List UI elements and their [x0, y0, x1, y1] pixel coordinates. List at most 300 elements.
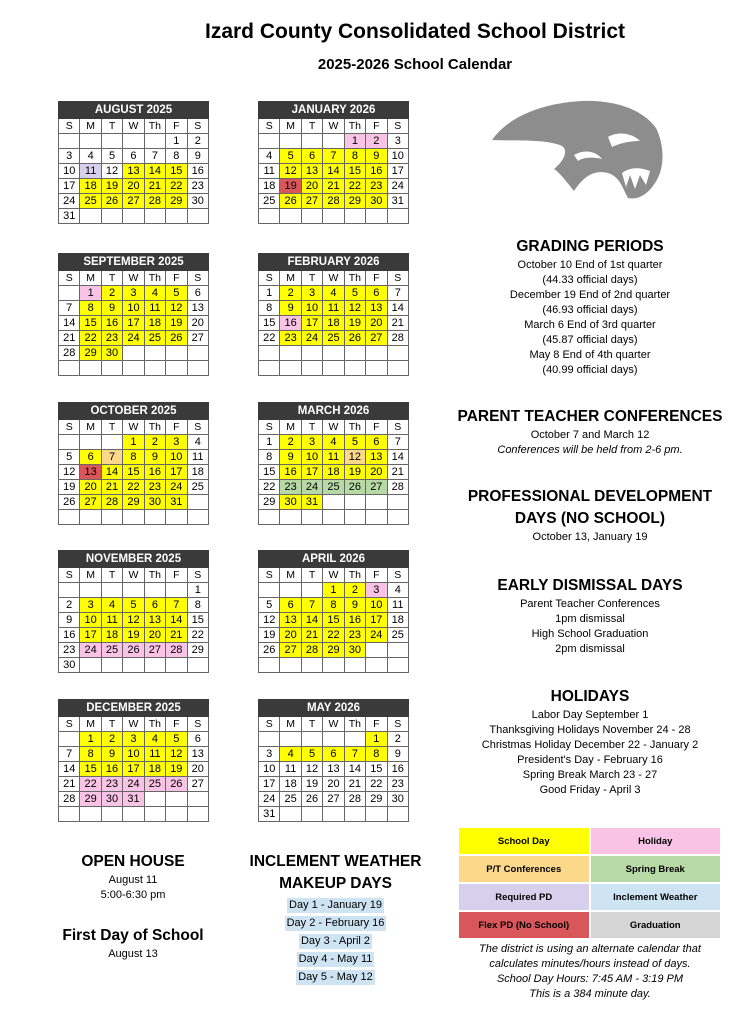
legend-spring-break: Spring Break — [590, 855, 722, 883]
day-cell: 19 — [301, 777, 322, 792]
weekday-header: T — [301, 271, 322, 286]
day-cell: 12 — [259, 613, 280, 628]
day-cell: 7 — [166, 598, 187, 613]
makeup-days — [238, 851, 433, 985]
day-cell — [301, 209, 322, 224]
weekday-header: W — [323, 420, 344, 435]
month-calendar — [58, 253, 209, 376]
weekday-header: T — [101, 717, 122, 732]
day-cell: 31 — [301, 495, 322, 510]
weekday-header: S — [259, 717, 280, 732]
weekday-header: S — [59, 717, 80, 732]
day-cell — [259, 510, 280, 525]
day-cell: 30 — [187, 194, 208, 209]
day-cell: 9 — [101, 301, 122, 316]
day-cell — [259, 732, 280, 747]
day-cell: 26 — [344, 480, 365, 495]
day-cell: 9 — [366, 149, 387, 164]
day-cell — [387, 346, 408, 361]
day-cell: 31 — [387, 194, 408, 209]
day-cell: 17 — [59, 179, 80, 194]
day-cell: 27 — [144, 643, 165, 658]
day-cell: 24 — [123, 331, 144, 346]
day-cell — [187, 792, 208, 807]
first-day-heading: First Day of School — [62, 927, 204, 944]
weekday-header: M — [280, 271, 301, 286]
day-cell — [187, 658, 208, 673]
day-cell: 30 — [144, 495, 165, 510]
day-cell: 12 — [344, 450, 365, 465]
day-cell: 27 — [366, 480, 387, 495]
day-cell: 10 — [366, 598, 387, 613]
weekday-header: W — [123, 271, 144, 286]
day-cell: 17 — [123, 762, 144, 777]
day-cell: 9 — [144, 450, 165, 465]
holiday-line: Thanksgiving Holidays November 24 - 28 — [489, 724, 691, 736]
weekday-header: T — [301, 420, 322, 435]
weekday-header: F — [366, 119, 387, 134]
day-cell: 4 — [101, 598, 122, 613]
weekday-header: F — [166, 568, 187, 583]
day-cell: 1 — [366, 732, 387, 747]
weekday-header: S — [259, 568, 280, 583]
day-cell — [80, 209, 101, 224]
day-cell: 3 — [387, 134, 408, 149]
open-house-time: 5:00-6:30 pm — [100, 889, 166, 901]
day-cell: 28 — [344, 792, 365, 807]
page-title: Izard County Consolidated School District — [204, 20, 626, 43]
weekday-header: S — [387, 271, 408, 286]
early-line: 2pm dismissal — [555, 643, 625, 655]
weekday-header: W — [323, 568, 344, 583]
pd-dates: October 13, January 19 — [532, 531, 648, 543]
day-cell: 18 — [259, 179, 280, 194]
day-cell: 8 — [166, 149, 187, 164]
legend-graduation: Graduation — [590, 911, 722, 939]
day-cell: 22 — [166, 179, 187, 194]
weekday-header: Th — [144, 717, 165, 732]
day-cell: 1 — [344, 134, 365, 149]
day-cell: 4 — [387, 583, 408, 598]
day-cell — [59, 286, 80, 301]
day-cell: 2 — [280, 435, 301, 450]
day-cell: 17 — [301, 316, 322, 331]
day-cell: 20 — [301, 179, 322, 194]
day-cell: 12 — [123, 613, 144, 628]
day-cell: 9 — [101, 747, 122, 762]
day-cell: 18 — [144, 762, 165, 777]
day-cell — [80, 361, 101, 376]
weekday-header: S — [387, 119, 408, 134]
legend-flex-pd: Flex PD (No School) — [458, 911, 590, 939]
day-cell — [101, 361, 122, 376]
day-cell: 7 — [101, 450, 122, 465]
month-calendar — [58, 550, 209, 673]
day-cell — [344, 510, 365, 525]
day-cell: 1 — [323, 583, 344, 598]
early-line: Parent Teacher Conferences — [520, 598, 660, 610]
day-cell: 18 — [144, 316, 165, 331]
day-cell: 23 — [280, 480, 301, 495]
day-cell — [59, 583, 80, 598]
color-legend — [457, 826, 722, 940]
day-cell: 29 — [187, 643, 208, 658]
day-cell: 13 — [123, 164, 144, 179]
weekday-header: T — [301, 717, 322, 732]
day-cell: 10 — [123, 301, 144, 316]
day-cell — [387, 643, 408, 658]
day-cell — [366, 361, 387, 376]
day-cell: 18 — [323, 316, 344, 331]
weekday-header: M — [80, 271, 101, 286]
day-cell — [344, 346, 365, 361]
day-cell — [280, 732, 301, 747]
day-cell — [101, 134, 122, 149]
day-cell: 21 — [301, 628, 322, 643]
day-cell: 24 — [259, 792, 280, 807]
day-cell: 15 — [259, 465, 280, 480]
day-cell: 1 — [166, 134, 187, 149]
weekday-header: F — [166, 717, 187, 732]
day-cell — [344, 658, 365, 673]
weekday-header: Th — [344, 717, 365, 732]
early-line: 1pm dismissal — [555, 613, 625, 625]
day-cell: 16 — [187, 164, 208, 179]
day-cell: 25 — [387, 628, 408, 643]
day-cell: 13 — [144, 613, 165, 628]
month-calendar — [258, 402, 409, 525]
day-cell: 7 — [323, 149, 344, 164]
day-cell: 4 — [187, 435, 208, 450]
day-cell: 12 — [59, 465, 80, 480]
day-cell: 8 — [123, 450, 144, 465]
day-cell: 19 — [123, 628, 144, 643]
day-cell — [387, 209, 408, 224]
day-cell: 6 — [80, 450, 101, 465]
ptc-hours: Conferences will be held from 2-6 pm. — [497, 444, 683, 456]
day-cell — [101, 435, 122, 450]
day-cell: 9 — [280, 450, 301, 465]
day-cell — [144, 346, 165, 361]
holidays — [455, 686, 725, 798]
day-cell: 22 — [80, 777, 101, 792]
day-cell: 26 — [101, 194, 122, 209]
weekday-header: M — [80, 420, 101, 435]
weekday-header: S — [59, 420, 80, 435]
day-cell: 23 — [387, 777, 408, 792]
grading-line: (44.33 official days) — [542, 274, 638, 286]
day-cell: 3 — [80, 598, 101, 613]
first-day-date: August 13 — [108, 948, 158, 960]
day-cell: 10 — [259, 762, 280, 777]
day-cell: 13 — [323, 762, 344, 777]
weekday-header: W — [123, 119, 144, 134]
day-cell — [123, 346, 144, 361]
day-cell: 9 — [280, 301, 301, 316]
day-cell: 19 — [101, 179, 122, 194]
day-cell — [80, 134, 101, 149]
day-cell: 3 — [301, 286, 322, 301]
weekday-header: W — [323, 119, 344, 134]
weekday-header: Th — [344, 271, 365, 286]
day-cell: 26 — [344, 331, 365, 346]
day-cell: 10 — [59, 164, 80, 179]
day-cell: 14 — [301, 613, 322, 628]
day-cell: 10 — [80, 613, 101, 628]
day-cell: 22 — [80, 331, 101, 346]
day-cell: 28 — [59, 346, 80, 361]
grading-line: December 19 End of 2nd quarter — [509, 289, 671, 301]
day-cell: 30 — [59, 658, 80, 673]
month-calendar — [258, 550, 409, 673]
day-cell: 15 — [80, 316, 101, 331]
day-cell: 18 — [387, 613, 408, 628]
day-cell: 28 — [166, 643, 187, 658]
day-cell: 22 — [187, 628, 208, 643]
day-cell: 28 — [323, 194, 344, 209]
day-cell: 28 — [101, 495, 122, 510]
day-cell: 8 — [187, 598, 208, 613]
day-cell — [80, 510, 101, 525]
day-cell — [187, 209, 208, 224]
month-title: MARCH 2026 — [259, 403, 409, 420]
day-cell: 26 — [123, 643, 144, 658]
day-cell — [323, 807, 344, 822]
open-house-heading: OPEN HOUSE — [81, 853, 185, 870]
day-cell — [259, 346, 280, 361]
day-cell: 5 — [259, 598, 280, 613]
day-cell: 11 — [387, 598, 408, 613]
day-cell — [323, 209, 344, 224]
day-cell: 24 — [123, 777, 144, 792]
day-cell: 16 — [366, 164, 387, 179]
day-cell: 25 — [101, 643, 122, 658]
day-cell: 6 — [366, 286, 387, 301]
month-calendar — [258, 699, 409, 822]
day-cell — [166, 209, 187, 224]
day-cell: 16 — [344, 613, 365, 628]
month-title: APRIL 2026 — [259, 551, 409, 568]
day-cell: 3 — [123, 286, 144, 301]
day-cell — [259, 583, 280, 598]
weekday-header: S — [187, 119, 208, 134]
day-cell — [59, 361, 80, 376]
day-cell: 8 — [80, 747, 101, 762]
day-cell: 13 — [366, 450, 387, 465]
day-cell: 25 — [259, 194, 280, 209]
day-cell: 1 — [187, 583, 208, 598]
grading-line: October 10 End of 1st quarter — [517, 259, 663, 271]
day-cell — [144, 583, 165, 598]
holidays-heading: HOLIDAYS — [550, 688, 630, 705]
weekday-header: W — [123, 568, 144, 583]
day-cell: 11 — [323, 450, 344, 465]
day-cell — [387, 658, 408, 673]
weekday-header: S — [187, 271, 208, 286]
day-cell: 17 — [259, 777, 280, 792]
day-cell — [59, 732, 80, 747]
day-cell — [280, 134, 301, 149]
day-cell: 21 — [387, 465, 408, 480]
day-cell: 20 — [280, 628, 301, 643]
day-cell: 25 — [280, 792, 301, 807]
makeup-heading-1: INCLEMENT WEATHER — [249, 853, 422, 870]
month-title: JANUARY 2026 — [259, 102, 409, 119]
month-title: NOVEMBER 2025 — [59, 551, 209, 568]
day-cell: 17 — [301, 465, 322, 480]
grading-line: (40.99 official days) — [542, 364, 638, 376]
day-cell: 11 — [101, 613, 122, 628]
month-calendar — [58, 101, 209, 224]
day-cell: 31 — [59, 209, 80, 224]
day-cell: 24 — [80, 643, 101, 658]
day-cell: 29 — [344, 194, 365, 209]
day-cell: 14 — [323, 164, 344, 179]
day-cell: 19 — [166, 316, 187, 331]
month-calendar — [58, 699, 209, 822]
day-cell: 30 — [101, 792, 122, 807]
weekday-header: W — [323, 717, 344, 732]
day-cell: 13 — [187, 301, 208, 316]
day-cell — [323, 510, 344, 525]
day-cell — [101, 807, 122, 822]
day-cell: 22 — [259, 480, 280, 495]
day-cell — [301, 361, 322, 376]
day-cell: 22 — [344, 179, 365, 194]
weekday-header: T — [301, 568, 322, 583]
day-cell: 20 — [144, 628, 165, 643]
day-cell: 7 — [387, 286, 408, 301]
day-cell: 21 — [101, 480, 122, 495]
day-cell — [301, 134, 322, 149]
grading-line: March 6 End of 3rd quarter — [524, 319, 656, 331]
month-calendar — [258, 253, 409, 376]
ptc-dates: October 7 and March 12 — [530, 429, 650, 441]
day-cell: 12 — [280, 164, 301, 179]
day-cell: 4 — [144, 286, 165, 301]
day-cell: 5 — [280, 149, 301, 164]
weekday-header: F — [166, 119, 187, 134]
weekday-header: Th — [344, 119, 365, 134]
note-line: School Day Hours: 7:45 AM - 3:19 PM — [496, 973, 684, 985]
day-cell: 24 — [301, 480, 322, 495]
weekday-header: Th — [144, 420, 165, 435]
day-cell: 4 — [280, 747, 301, 762]
day-cell: 14 — [387, 450, 408, 465]
early-heading: EARLY DISMISSAL DAYS — [497, 577, 683, 594]
day-cell: 19 — [344, 316, 365, 331]
parent-teacher-conferences — [455, 406, 725, 458]
day-cell: 15 — [344, 164, 365, 179]
day-cell — [123, 583, 144, 598]
day-cell — [187, 807, 208, 822]
day-cell — [301, 583, 322, 598]
day-cell: 8 — [366, 747, 387, 762]
day-cell: 25 — [144, 777, 165, 792]
day-cell: 11 — [80, 164, 101, 179]
month-title: FEBRUARY 2026 — [259, 254, 409, 271]
day-cell: 5 — [301, 747, 322, 762]
day-cell — [344, 732, 365, 747]
day-cell: 18 — [187, 465, 208, 480]
day-cell: 3 — [366, 583, 387, 598]
open-house-date: August 11 — [108, 874, 158, 886]
day-cell — [123, 658, 144, 673]
day-cell: 14 — [59, 762, 80, 777]
day-cell: 15 — [323, 613, 344, 628]
day-cell: 12 — [166, 747, 187, 762]
weekday-header: W — [123, 420, 144, 435]
day-cell: 19 — [280, 179, 301, 194]
day-cell — [187, 495, 208, 510]
weekday-header: M — [280, 119, 301, 134]
day-cell: 1 — [259, 435, 280, 450]
day-cell: 22 — [123, 480, 144, 495]
professional-development — [455, 486, 725, 545]
note-line: calculates minutes/hours instead of days. — [489, 958, 691, 970]
day-cell: 16 — [387, 762, 408, 777]
day-cell: 6 — [280, 598, 301, 613]
weekday-header: S — [187, 568, 208, 583]
makeup-heading-2: MAKEUP DAYS — [279, 875, 392, 892]
day-cell: 14 — [144, 164, 165, 179]
day-cell: 26 — [301, 792, 322, 807]
day-cell: 20 — [123, 179, 144, 194]
legend-required-pd: Required PD — [458, 883, 590, 911]
day-cell — [259, 209, 280, 224]
day-cell — [366, 658, 387, 673]
day-cell: 17 — [387, 164, 408, 179]
grading-line: May 8 End of 4th quarter — [529, 349, 651, 361]
day-cell — [144, 658, 165, 673]
day-cell: 29 — [80, 792, 101, 807]
day-cell — [323, 361, 344, 376]
day-cell — [259, 361, 280, 376]
day-cell: 25 — [144, 331, 165, 346]
panther-head-icon — [490, 95, 665, 205]
weekday-header: Th — [144, 271, 165, 286]
day-cell: 24 — [387, 179, 408, 194]
day-cell: 3 — [123, 732, 144, 747]
day-cell: 10 — [166, 450, 187, 465]
day-cell: 30 — [344, 643, 365, 658]
day-cell — [259, 658, 280, 673]
note-line: This is a 384 minute day. — [529, 988, 651, 1000]
day-cell: 16 — [101, 762, 122, 777]
weekday-header: S — [187, 420, 208, 435]
day-cell — [323, 658, 344, 673]
day-cell: 21 — [323, 179, 344, 194]
weekday-header: W — [323, 271, 344, 286]
day-cell: 15 — [123, 465, 144, 480]
note-line: The district is using an alternate calendar that — [479, 943, 701, 955]
day-cell: 29 — [323, 643, 344, 658]
day-cell: 11 — [144, 301, 165, 316]
day-cell: 15 — [80, 762, 101, 777]
day-cell: 30 — [101, 346, 122, 361]
day-cell: 20 — [80, 480, 101, 495]
weekday-header: S — [387, 717, 408, 732]
day-cell — [166, 807, 187, 822]
grading-line: (46.93 official days) — [542, 304, 638, 316]
day-cell: 8 — [259, 450, 280, 465]
day-cell: 18 — [280, 777, 301, 792]
day-cell: 2 — [101, 286, 122, 301]
holiday-line: President's Day - February 16 — [517, 754, 663, 766]
month-calendar — [58, 402, 209, 525]
day-cell: 1 — [259, 286, 280, 301]
weekday-header: W — [123, 717, 144, 732]
